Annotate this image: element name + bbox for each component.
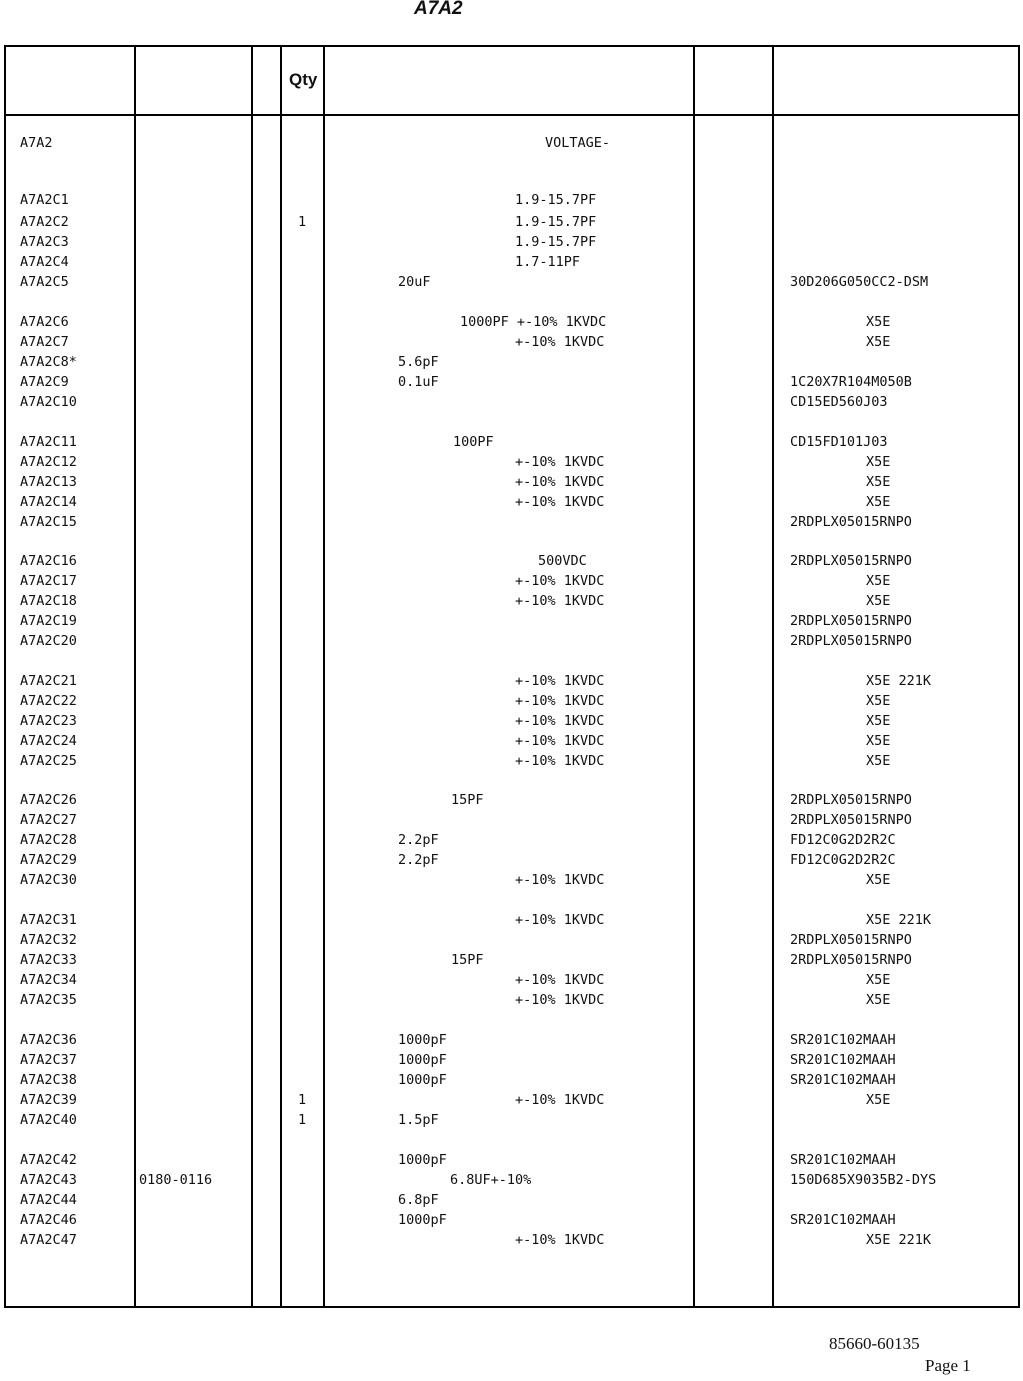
table-row	[0, 751, 1023, 771]
description-cell: +-10% 1KVDC	[515, 454, 605, 470]
table-row	[0, 472, 1023, 492]
ref-cell: A7A2C16	[20, 553, 77, 569]
ref-cell: A7A2C40	[20, 1112, 77, 1128]
ref-cell: A7A2C42	[20, 1152, 77, 1168]
table-row	[0, 392, 1023, 412]
table-row	[0, 810, 1023, 830]
table-row	[0, 212, 1023, 232]
description-cell: 6.8UF+-10%	[450, 1172, 532, 1188]
table-top-border	[5, 45, 1019, 47]
part-number-cell: 0180-0116	[139, 1172, 213, 1188]
ref-cell: A7A2C27	[20, 812, 77, 828]
mfr-part-cell: X5E	[866, 753, 891, 769]
table-row	[0, 312, 1023, 332]
description-cell: +-10% 1KVDC	[515, 474, 605, 490]
ref-cell: A7A2C19	[20, 613, 77, 629]
table-row	[0, 551, 1023, 571]
mfr-part-cell: 2RDPLX05015RNPO	[790, 812, 912, 828]
table-row	[0, 611, 1023, 631]
table-row	[0, 1070, 1023, 1090]
ref-cell: A7A2C3	[20, 234, 69, 250]
ref-cell: A7A2C32	[20, 932, 77, 948]
description-cell: +-10% 1KVDC	[515, 573, 605, 589]
table-row	[0, 512, 1023, 532]
table-row	[0, 910, 1023, 930]
ref-cell: A7A2C20	[20, 633, 77, 649]
table-row	[0, 232, 1023, 252]
ref-cell: A7A2C36	[20, 1032, 77, 1048]
table-row	[0, 990, 1023, 1010]
ref-cell: A7A2C46	[20, 1212, 77, 1228]
ref-cell: A7A2C14	[20, 494, 77, 510]
description-cell: 1000PF +-10% 1KVDC	[460, 314, 607, 330]
description-cell: 1.9-15.7PF	[515, 214, 597, 230]
mfr-part-cell: X5E	[866, 713, 891, 729]
description-cell: +-10% 1KVDC	[515, 912, 605, 928]
description-cell: +-10% 1KVDC	[515, 872, 605, 888]
ref-cell: A7A2C2	[20, 214, 69, 230]
mfr-part-cell: FD12C0G2D2R2C	[790, 832, 896, 848]
ref-cell: A7A2C6	[20, 314, 69, 330]
table-row	[0, 731, 1023, 751]
ref-cell: A7A2C4	[20, 254, 69, 270]
mfr-part-cell: X5E	[866, 573, 891, 589]
ref-cell: A7A2C28	[20, 832, 77, 848]
ref-cell: A7A2C15	[20, 514, 77, 530]
page-title: A7A2	[414, 0, 463, 19]
description-cell: 500VDC	[538, 553, 587, 569]
table-row	[0, 492, 1023, 512]
qty-cell: 1	[298, 1112, 307, 1128]
table-row	[0, 452, 1023, 472]
mfr-part-cell: CD15ED560J03	[790, 394, 888, 410]
table-row	[0, 970, 1023, 990]
description-cell: 1.9-15.7PF	[515, 192, 597, 208]
mfr-part-cell: X5E	[866, 1092, 891, 1108]
mfr-part-cell: CD15FD101J03	[790, 434, 888, 450]
ref-cell: A7A2C35	[20, 992, 77, 1008]
ref-cell: A7A2C44	[20, 1192, 77, 1208]
table-row	[0, 1150, 1023, 1170]
description-cell: +-10% 1KVDC	[515, 334, 605, 350]
description-cell: 100PF	[453, 434, 494, 450]
mfr-part-cell: 30D206G050CC2-DSM	[790, 274, 929, 290]
table-row	[0, 571, 1023, 591]
ref-cell: A7A2C21	[20, 673, 77, 689]
mfr-part-cell: 2RDPLX05015RNPO	[790, 514, 912, 530]
mfr-part-cell: 1C20X7R104M050B	[790, 374, 912, 390]
mfr-part-cell: X5E	[866, 972, 891, 988]
ref-cell: A7A2C30	[20, 872, 77, 888]
ref-cell: A7A2	[20, 135, 53, 151]
mfr-part-cell: FD12C0G2D2R2C	[790, 852, 896, 868]
mfr-part-cell: 2RDPLX05015RNPO	[790, 952, 912, 968]
description-cell: 20uF	[398, 274, 431, 290]
mfr-part-cell: SR201C102MAAH	[790, 1072, 896, 1088]
mfr-part-cell: X5E	[866, 494, 891, 510]
table-row	[0, 133, 1023, 153]
description-cell: 1000pF	[398, 1072, 447, 1088]
table-row	[0, 1210, 1023, 1230]
mfr-part-cell: 2RDPLX05015RNPO	[790, 633, 912, 649]
ref-cell: A7A2C1	[20, 192, 69, 208]
mfr-part-cell: 2RDPLX05015RNPO	[790, 613, 912, 629]
ref-cell: A7A2C9	[20, 374, 69, 390]
description-cell: +-10% 1KVDC	[515, 713, 605, 729]
mfr-part-cell: SR201C102MAAH	[790, 1212, 896, 1228]
mfr-part-cell: SR201C102MAAH	[790, 1152, 896, 1168]
ref-cell: A7A2C31	[20, 912, 77, 928]
table-row	[0, 1110, 1023, 1130]
table-row	[0, 691, 1023, 711]
document-number: 85660-60135	[829, 1334, 920, 1353]
mfr-part-cell: 2RDPLX05015RNPO	[790, 792, 912, 808]
mfr-part-cell: X5E	[866, 314, 891, 330]
description-cell: +-10% 1KVDC	[515, 972, 605, 988]
table-row	[0, 1030, 1023, 1050]
description-cell: 1.7-11PF	[515, 254, 581, 270]
table-row	[0, 1230, 1023, 1250]
ref-cell: A7A2C10	[20, 394, 77, 410]
ref-cell: A7A2C7	[20, 334, 69, 350]
ref-cell: A7A2C24	[20, 733, 77, 749]
table-row	[0, 1050, 1023, 1070]
table-row	[0, 1090, 1023, 1110]
table-row	[0, 272, 1023, 292]
mfr-part-cell: X5E	[866, 593, 891, 609]
ref-cell: A7A2C23	[20, 713, 77, 729]
description-cell: 2.2pF	[398, 852, 439, 868]
description-cell: +-10% 1KVDC	[515, 1092, 605, 1108]
description-cell: +-10% 1KVDC	[515, 733, 605, 749]
table-row	[0, 711, 1023, 731]
description-cell: 5.6pF	[398, 354, 439, 370]
ref-cell: A7A2C43	[20, 1172, 77, 1188]
ref-cell: A7A2C25	[20, 753, 77, 769]
description-cell: 1000pF	[398, 1052, 447, 1068]
mfr-part-cell: X5E	[866, 872, 891, 888]
mfr-part-cell: X5E	[866, 474, 891, 490]
description-cell: 1.5pF	[398, 1112, 439, 1128]
ref-cell: A7A2C22	[20, 693, 77, 709]
mfr-part-cell: X5E 221K	[866, 1232, 932, 1248]
ref-cell: A7A2C18	[20, 593, 77, 609]
description-cell: 1000pF	[398, 1152, 447, 1168]
table-row	[0, 870, 1023, 890]
description-cell: +-10% 1KVDC	[515, 673, 605, 689]
table-row	[0, 1190, 1023, 1210]
mfr-part-cell: X5E	[866, 733, 891, 749]
mfr-part-cell: X5E 221K	[866, 673, 932, 689]
table-bottom-border	[5, 1306, 1019, 1308]
mfr-part-cell: SR201C102MAAH	[790, 1032, 896, 1048]
ref-cell: A7A2C13	[20, 474, 77, 490]
mfr-part-cell: X5E	[866, 334, 891, 350]
description-cell: 1000pF	[398, 1212, 447, 1228]
ref-cell: A7A2C38	[20, 1072, 77, 1088]
qty-cell: 1	[298, 214, 307, 230]
table-row	[0, 850, 1023, 870]
table-row	[0, 372, 1023, 392]
ref-cell: A7A2C26	[20, 792, 77, 808]
ref-cell: A7A2C29	[20, 852, 77, 868]
description-cell: 1.9-15.7PF	[515, 234, 597, 250]
description-cell: +-10% 1KVDC	[515, 992, 605, 1008]
qty-column-header: Qty	[289, 70, 318, 89]
table-row	[0, 190, 1023, 210]
table-row	[0, 950, 1023, 970]
table-row	[0, 631, 1023, 651]
table-row	[0, 790, 1023, 810]
table-row	[0, 352, 1023, 372]
table-row	[0, 930, 1023, 950]
description-cell: 15PF	[451, 952, 484, 968]
table-row	[0, 1170, 1023, 1190]
ref-cell: A7A2C34	[20, 972, 77, 988]
mfr-part-cell: X5E 221K	[866, 912, 932, 928]
ref-cell: A7A2C11	[20, 434, 77, 450]
mfr-part-cell: X5E	[866, 693, 891, 709]
table-row	[0, 432, 1023, 452]
description-cell: +-10% 1KVDC	[515, 1232, 605, 1248]
mfr-part-cell: 2RDPLX05015RNPO	[790, 932, 912, 948]
description-cell: +-10% 1KVDC	[515, 753, 605, 769]
table-row	[0, 671, 1023, 691]
description-cell: +-10% 1KVDC	[515, 593, 605, 609]
mfr-part-cell: X5E	[866, 992, 891, 1008]
ref-cell: A7A2C5	[20, 274, 69, 290]
mfr-part-cell: SR201C102MAAH	[790, 1052, 896, 1068]
mfr-part-cell: X5E	[866, 454, 891, 470]
description-cell: VOLTAGE-	[545, 135, 611, 151]
ref-cell: A7A2C33	[20, 952, 77, 968]
description-cell: 0.1uF	[398, 374, 439, 390]
mfr-part-cell: 150D685X9035B2-DYS	[790, 1172, 937, 1188]
ref-cell: A7A2C47	[20, 1232, 77, 1248]
ref-cell: A7A2C37	[20, 1052, 77, 1068]
mfr-part-cell: 2RDPLX05015RNPO	[790, 553, 912, 569]
ref-cell: A7A2C12	[20, 454, 77, 470]
table-row	[0, 591, 1023, 611]
description-cell: +-10% 1KVDC	[515, 494, 605, 510]
ref-cell: A7A2C39	[20, 1092, 77, 1108]
table-row	[0, 332, 1023, 352]
qty-cell: 1	[298, 1092, 307, 1108]
description-cell: 1000pF	[398, 1032, 447, 1048]
page-number: Page 1	[925, 1356, 971, 1375]
ref-cell: A7A2C17	[20, 573, 77, 589]
description-cell: +-10% 1KVDC	[515, 693, 605, 709]
ref-cell: A7A2C8*	[20, 354, 77, 370]
table-row	[0, 252, 1023, 272]
table-row	[0, 830, 1023, 850]
description-cell: 6.8pF	[398, 1192, 439, 1208]
description-cell: 2.2pF	[398, 832, 439, 848]
header-divider	[5, 114, 1019, 116]
description-cell: 15PF	[451, 792, 484, 808]
